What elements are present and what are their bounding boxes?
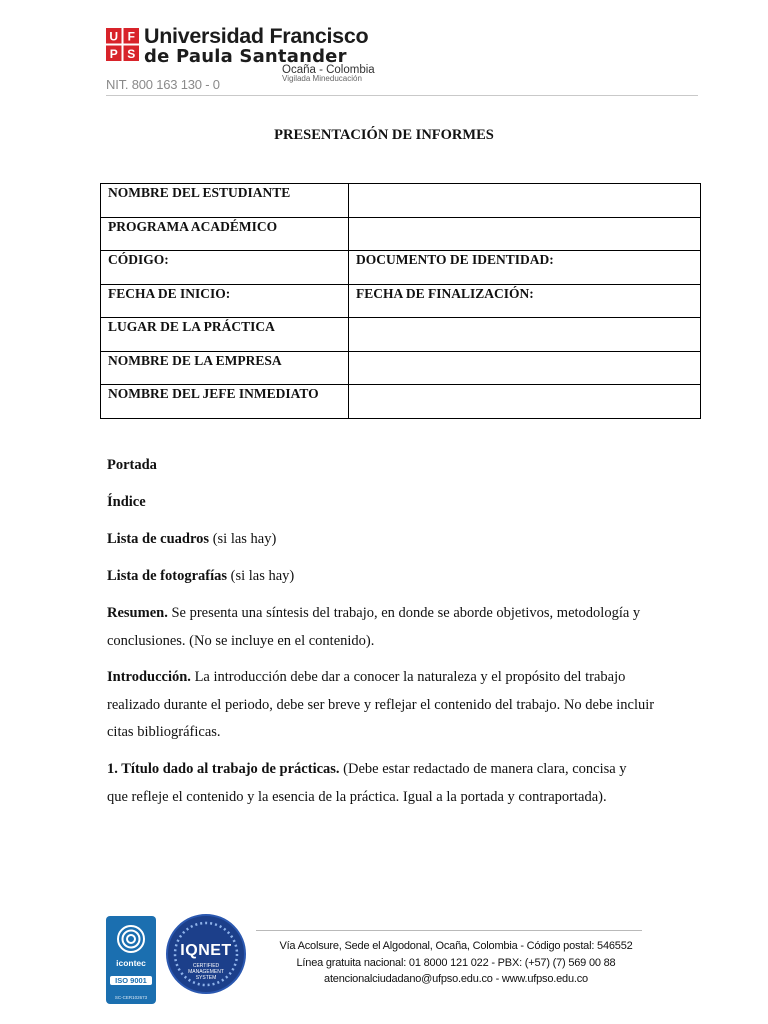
table-cell — [349, 385, 701, 419]
section-text: La introducción debe dar a conocer la naturaleza y el propósito del trabajo — [190, 669, 626, 685]
table-cell: DOCUMENTO DE IDENTIDAD: — [349, 251, 701, 285]
section-heading: Índice — [107, 494, 146, 510]
letterhead — [106, 26, 698, 96]
icontec-iso: ISO 9001 — [110, 976, 152, 985]
icontec-name: icontec — [116, 958, 146, 968]
university-name-line1: Universidad Francisco — [144, 24, 369, 48]
section-text: conclusiones. (No se incluye en el contenido). — [107, 632, 375, 649]
university-logo — [106, 28, 139, 61]
svg-text:F: F — [127, 29, 135, 44]
section-text: realizado durante el periodo, debe ser breve y reflejar el contenido del trabajo. No debe incluir — [107, 696, 655, 713]
svg-text:U: U — [109, 29, 119, 44]
section-resumen — [107, 600, 697, 655]
iqnet-name: IQNET — [180, 942, 232, 959]
section-text: (Debe estar redactado de manera clara, concisa y — [339, 761, 627, 777]
document-title: PRESENTACIÓN DE INFORMES — [274, 127, 494, 143]
student-info-table — [100, 183, 701, 419]
vigilada-text: Vigilada Mineducación — [282, 74, 362, 83]
section-indice — [107, 489, 697, 517]
section-heading: 1. Título dado al trabajo de prácticas. — [107, 761, 340, 777]
svg-text:S: S — [127, 47, 136, 61]
section-heading: Portada — [107, 457, 157, 473]
table-row — [101, 284, 701, 318]
table-row — [101, 251, 701, 285]
table-cell: LUGAR DE LA PRÁCTICA — [101, 318, 349, 352]
icontec-cert: SC-CER102673 — [114, 995, 148, 1000]
section-heading: Lista de fotografías — [107, 568, 228, 584]
section-introduccion — [107, 664, 697, 747]
table-row — [101, 351, 701, 385]
table-cell — [349, 217, 701, 251]
iqnet-subtitle: CERTIFIED MANAGEMENT SYSTEM — [188, 963, 224, 981]
header-divider — [106, 95, 698, 96]
table-cell — [349, 184, 701, 218]
table-cell: NOMBRE DEL JEFE INMEDIATO — [101, 385, 349, 419]
footer-phones: Línea gratuita nacional: 01 8000 121 022 - PBX: (+57) (7) 569 00 88 — [296, 956, 616, 969]
table-cell — [349, 351, 701, 385]
icontec-badge — [106, 916, 156, 1004]
page-footer — [106, 914, 646, 1004]
table-row — [101, 318, 701, 352]
icontec-ring-icon — [116, 924, 146, 954]
section-text: (si las hay) — [227, 568, 295, 584]
table-row — [101, 184, 701, 218]
section-titulo-trabajo — [107, 756, 697, 811]
table-cell: CÓDIGO: — [101, 251, 349, 285]
nit-number: NIT. 800 163 130 - 0 — [106, 77, 220, 92]
section-lista-cuadros — [107, 526, 697, 554]
section-text: (si las hay) — [209, 531, 277, 547]
section-heading: Introducción. — [107, 669, 191, 685]
svg-text:P: P — [109, 47, 118, 61]
section-heading: Lista de cuadros — [107, 531, 210, 547]
table-cell — [349, 318, 701, 352]
table-cell: NOMBRE DEL ESTUDIANTE — [101, 184, 349, 218]
table-cell: NOMBRE DE LA EMPRESA — [101, 351, 349, 385]
table-cell: PROGRAMA ACADÉMICO — [101, 217, 349, 251]
footer-contact: atencionalciudadano@ufpso.edu.co - www.ufpso.edu.co — [324, 973, 588, 985]
university-name-line2: de Paula Santander — [144, 46, 347, 67]
iqnet-badge — [166, 914, 246, 994]
table-cell: FECHA DE INICIO: — [101, 284, 349, 318]
section-heading: Resumen. — [107, 605, 168, 621]
section-lista-fotografias — [107, 563, 697, 591]
footer-divider — [256, 930, 642, 931]
footer-address: Vía Acolsure, Sede el Algodonal, Ocaña, Colombia - Código postal: 546552 — [279, 940, 633, 952]
footer-contact-block — [256, 938, 656, 988]
table-row — [101, 217, 701, 251]
section-text: Se presenta una síntesis del trabajo, en donde se aborde objetivos, metodología y — [167, 605, 641, 621]
section-text: que refleje el contenido y la esencia de la práctica. Igual a la portada y contraportada). — [107, 788, 607, 805]
section-text: citas bibliográficas. — [107, 724, 221, 740]
section-portada — [107, 452, 697, 480]
university-city: Ocaña - Colombia — [282, 64, 375, 76]
table-cell: FECHA DE FINALIZACIÓN: — [349, 284, 701, 318]
table-row — [101, 385, 701, 419]
